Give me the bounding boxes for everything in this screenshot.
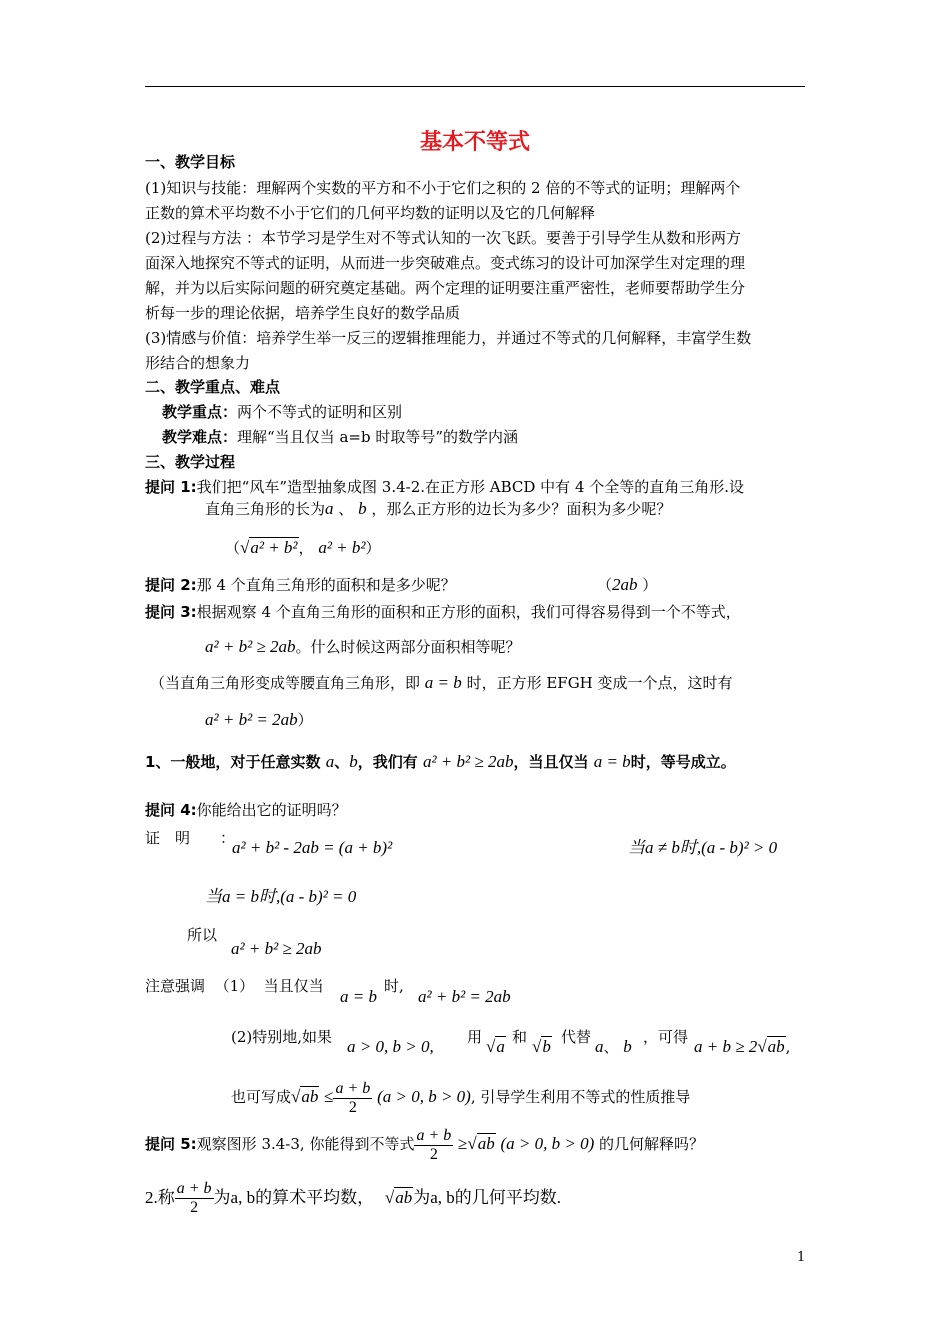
- so-formula: a² + b² ≥ 2ab: [231, 939, 322, 958]
- q1-line-a: 我们把“风车”造型抽象成图 3.4-2.在正方形 ABCD 中有 4 个全等的直角三角形.设: [196, 478, 745, 496]
- difficulty-text: 理解“当且仅当 a=b 时取等号”的数学内涵: [237, 428, 519, 446]
- def-pre: 2.称: [145, 1188, 175, 1207]
- key-point-label: 教学重点：: [162, 403, 238, 421]
- q5-sqrt: √ab: [467, 1134, 495, 1153]
- q5-cond: (a > 0, b > 0): [500, 1134, 595, 1153]
- q1-ans-sqrt: √a² + b²: [240, 538, 298, 557]
- q5-label: 提问 5:: [145, 1135, 197, 1153]
- thm1-var-a: a: [325, 752, 335, 771]
- q5-fraction: [414, 1127, 453, 1164]
- also-fraction: [333, 1080, 372, 1117]
- q1-ans-close: ）: [365, 539, 381, 557]
- section-1-heading: 一、教学目标: [145, 153, 236, 171]
- q3-d-close: ）: [297, 711, 313, 729]
- q2-ans-close: ）: [642, 576, 658, 594]
- definition-2: [145, 1178, 561, 1218]
- page-number: 1: [797, 1250, 806, 1265]
- note-1: [145, 976, 324, 996]
- note-2: [231, 1027, 332, 1047]
- s1-p2b: 面深入地探究不等式的证明，从而进一步突破难点。变式练习的设计可加深学生对定理的理: [145, 254, 746, 272]
- thm1-sep: 、: [334, 753, 350, 771]
- s1-p2d: 析每一步的理论依据，培养学生良好的数学品质: [145, 304, 461, 322]
- question-2: [145, 575, 456, 595]
- def-mid: 为a, b的算术平均数，: [213, 1188, 375, 1207]
- s1-p3b: 形结合的想象力: [145, 354, 251, 372]
- q2-text: 那 4 个直角三角形的面积和是多少呢？: [196, 576, 456, 594]
- proof-formula-2: 当a ≠ b时,(a - b)² > 0: [628, 838, 778, 857]
- q5-radicand: ab: [477, 1134, 495, 1153]
- def-frac-num: a + b: [176, 1180, 212, 1197]
- also-le: ≤: [324, 1087, 334, 1106]
- note2-cond: a > 0, b > 0,: [347, 1037, 434, 1056]
- note1-formula: a² + b² = 2ab: [418, 987, 511, 1006]
- note2-end: ,: [785, 1038, 791, 1056]
- q1-label: 提问 1:: [145, 478, 197, 496]
- also-frac-den: 2: [348, 1098, 357, 1116]
- note2-use: 用: [467, 1028, 483, 1046]
- q5-post: 的几何解释吗？: [599, 1135, 705, 1153]
- q3-b-text: 。什么时候这两部分面积相等呢？: [295, 638, 521, 656]
- thm1-mid: ，我们有: [357, 753, 418, 771]
- q1-answer: [225, 538, 381, 558]
- thm1-pre: 1、一般地，对于任意实数: [145, 753, 321, 771]
- note2-var-b: b: [623, 1037, 632, 1056]
- q3-line-d: [205, 710, 313, 730]
- def-fraction: [175, 1180, 214, 1217]
- note2-sqrt-b-radicand: b: [542, 1037, 551, 1056]
- proof-colon: ：: [220, 829, 236, 847]
- question-5: [145, 1125, 704, 1164]
- def-post: 为a, b的几何平均数.: [413, 1188, 562, 1207]
- difficulty-label: 教学难点：: [162, 428, 238, 446]
- header-rule: [145, 86, 805, 87]
- q5-pre: 观察图形 3.4-3, 你能得到不等式: [196, 1135, 415, 1153]
- thm1-post: 时，等号成立。: [630, 753, 736, 771]
- q4-label: 提问 4:: [145, 801, 197, 819]
- thm1-mid2: ，当且仅当: [513, 753, 589, 771]
- q1-ans-square: a² + b²: [318, 538, 366, 557]
- also-sqrt: √ab: [291, 1087, 319, 1106]
- note2-and: 和: [512, 1028, 528, 1046]
- thm1-var-b: b: [349, 752, 358, 771]
- q3-formula: a² + b² ≥ 2ab: [205, 637, 296, 656]
- so-label: 所以: [187, 926, 218, 944]
- s1-p1b: 正数的算术平均数不小于它们的几何平均数的证明以及它的几何解释: [145, 204, 596, 222]
- q4-text: 你能给出它的证明吗？: [196, 801, 347, 819]
- note2-formula-lhs: a + b ≥ 2: [694, 1037, 758, 1056]
- proof-label: 证 明: [145, 829, 191, 847]
- q5-frac-num: a + b: [416, 1126, 452, 1144]
- key-point-text: 两个不等式的证明和区别: [237, 403, 403, 421]
- note2-pre: (2)特别地,如果: [231, 1028, 333, 1046]
- question-3: [145, 602, 741, 622]
- q3-line-b: [205, 637, 521, 657]
- q2-ans-open: （: [597, 576, 613, 594]
- def-sqrt: √ab: [384, 1188, 413, 1207]
- note2-var-a: a: [595, 1037, 604, 1056]
- section-3-heading: 三、教学过程: [145, 453, 236, 471]
- q2-answer: [597, 575, 657, 595]
- note2-sqrt-a: √a: [486, 1037, 505, 1056]
- thm1-eq: a = b: [593, 752, 631, 771]
- also-post: , 引导学生利用不等式的性质推导: [470, 1088, 691, 1106]
- also-cond: (a > 0, b > 0): [377, 1087, 471, 1106]
- note2-vars: [595, 1037, 632, 1057]
- note-label: 注意强调: [145, 977, 206, 995]
- note1-text: 当且仅当: [263, 977, 324, 995]
- q3-d-formula: a² + b² = 2ab: [205, 710, 298, 729]
- note2-get: ，可得: [643, 1028, 689, 1046]
- question-4: [145, 800, 347, 820]
- q1-var-b: b: [358, 499, 367, 518]
- section-2-heading: 二、教学重点、难点: [145, 378, 281, 396]
- note1-number: （1）: [214, 977, 255, 995]
- q1-var-a: a: [325, 499, 334, 518]
- s1-p2a: (2)过程与方法 ：本节学习是学生对不等式认知的一次飞跃。要善于引导学生从数和形两方: [145, 229, 742, 247]
- theorem-1: [145, 752, 736, 772]
- q2-label: 提问 2:: [145, 576, 197, 594]
- q5-ge: ≥: [458, 1134, 468, 1153]
- q3-c-formula: a = b: [424, 673, 462, 692]
- also-radicand: ab: [301, 1087, 319, 1106]
- key-point: [162, 402, 402, 422]
- note2-formula-sqrt: √ab: [757, 1037, 785, 1056]
- note2-sep: 、: [603, 1038, 619, 1056]
- q2-ans-value: 2ab: [612, 575, 638, 594]
- also-pre: 也可写成: [231, 1088, 292, 1106]
- q3-label: 提问 3:: [145, 603, 197, 621]
- q1-line-b: [205, 499, 671, 519]
- def-frac-den: 2: [190, 1199, 199, 1216]
- thm1-formula: a² + b² ≥ 2ab: [422, 752, 514, 771]
- q3-line-c: [150, 673, 733, 693]
- q1-ans-comma: ，: [298, 539, 314, 557]
- difficulty-point: [162, 427, 518, 447]
- q1-ans-radicand: a² + b²: [250, 538, 298, 557]
- q1-ans-open: （: [225, 539, 241, 557]
- q3-c-pre: （当直角三角形变成等腰直角三角形，即: [150, 674, 421, 692]
- note2-replace: 代替: [561, 1028, 592, 1046]
- s1-p2c: 解，并为以后实际问题的研究奠定基础。两个定理的证明要注重严密性，老师要帮助学生分: [145, 279, 746, 297]
- q5-frac-den: 2: [429, 1145, 438, 1163]
- proof-formula-1: a² + b² - 2ab = (a + b)²: [232, 838, 393, 857]
- note2-sqrt-b: √b: [532, 1037, 551, 1056]
- q1-sep: 、: [333, 500, 354, 518]
- s1-p3a: (3)情感与价值：培养学生举一反三的逻辑推理能力，并通过不等式的几何解释，丰富学生数: [145, 329, 752, 347]
- note2-formula-radicand: ab: [767, 1037, 785, 1056]
- q3-c-post: 时，正方形 EFGH 变成一个点，这时有: [466, 674, 733, 692]
- q3-line-a: 根据观察 4 个直角三角形的面积和正方形的面积，我们可得容易得到一个不等式，: [196, 603, 741, 621]
- also-line: [231, 1078, 690, 1117]
- q1-b-pre: 直角三角形的长为: [205, 500, 326, 518]
- note2-sqrt-a-radicand: a: [496, 1037, 505, 1056]
- def-radicand: ab: [395, 1188, 413, 1207]
- question-1: [145, 477, 744, 497]
- also-frac-num: a + b: [335, 1079, 371, 1097]
- proof-formula-3: 当a = b时,(a - b)² = 0: [205, 887, 357, 906]
- page-title: 基本不等式: [419, 130, 530, 155]
- q1-b-post: ，那么正方形的边长为多少？面积为多少呢？: [371, 500, 672, 518]
- note2-formula: [694, 1037, 790, 1057]
- note1-when: 时,: [384, 977, 404, 995]
- s1-p1a: (1)知识与技能：理解两个实数的平方和不小于它们之积的 2 倍的不等式的证明；理解两个: [145, 179, 741, 197]
- note1-eq: a = b: [340, 987, 377, 1006]
